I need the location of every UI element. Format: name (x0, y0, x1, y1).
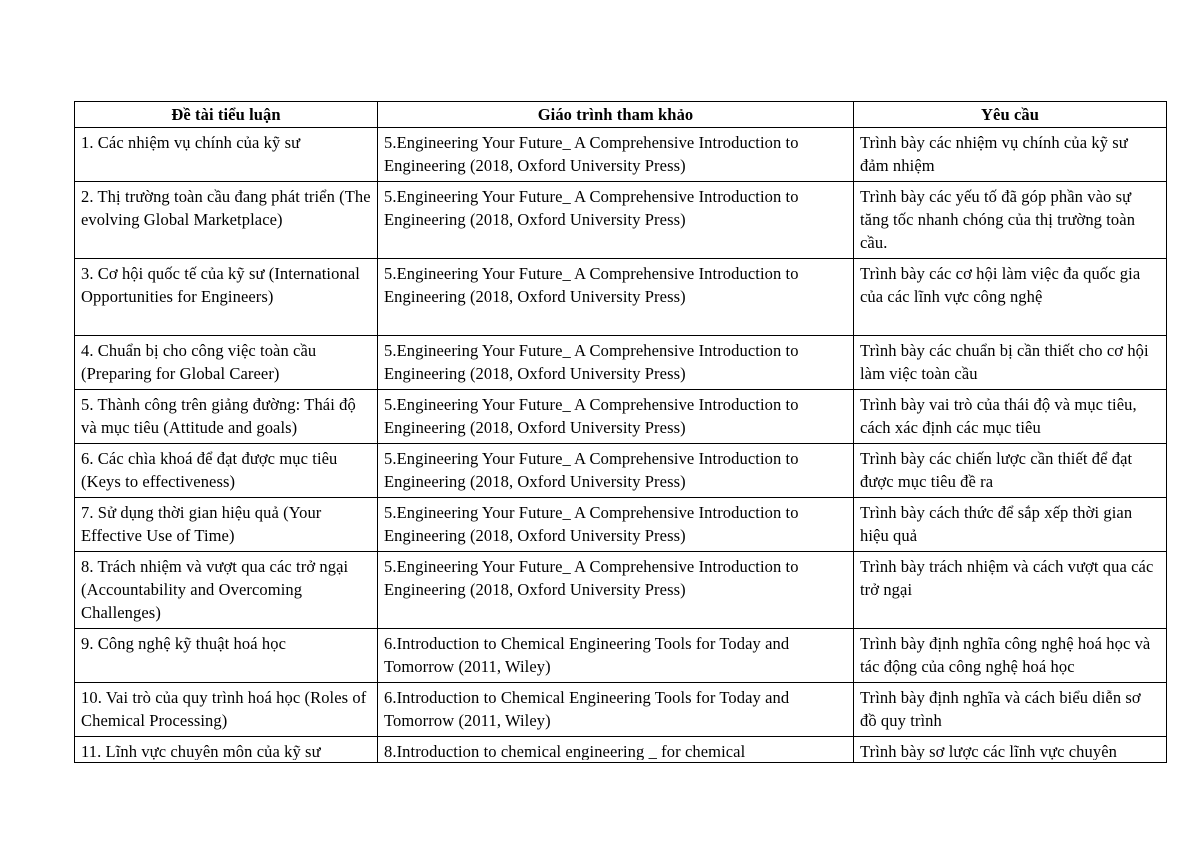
header-textbook: Giáo trình tham khảo (378, 102, 854, 128)
table-row (75, 259, 1167, 336)
cell-textbook: 5.Engineering Your Future_ A Comprehensive Introduction to Engineering (2018, Oxford University Press) (378, 336, 854, 390)
cell-topic: 9. Công nghệ kỹ thuật hoá học (75, 629, 378, 683)
cell-textbook: 6.Introduction to Chemical Engineering Tools for Today and Tomorrow (2011, Wiley) (378, 683, 854, 737)
cell-topic: 5. Thành công trên giảng đường: Thái độ và mục tiêu (Attitude and goals) (75, 390, 378, 444)
cell-topic: 6. Các chìa khoá để đạt được mục tiêu (Keys to effectiveness) (75, 444, 378, 498)
cell-textbook: 5.Engineering Your Future_ A Comprehensive Introduction to Engineering (2018, Oxford University Press) (378, 552, 854, 629)
cell-requirement: Trình bày định nghĩa và cách biểu diễn sơ đồ quy trình (854, 683, 1167, 737)
cell-requirement: Trình bày các nhiệm vụ chính của kỹ sư đảm nhiệm (854, 128, 1167, 182)
cell-textbook: 5.Engineering Your Future_ A Comprehensive Introduction to Engineering (2018, Oxford University Press) (378, 128, 854, 182)
cell-requirement: Trình bày các chiến lược cần thiết để đạt được mục tiêu đề ra (854, 444, 1167, 498)
cell-topic: 8. Trách nhiệm và vượt qua các trở ngại (Accountability and Overcoming Challenges) (75, 552, 378, 629)
cell-textbook: 6.Introduction to Chemical Engineering Tools for Today and Tomorrow (2011, Wiley) (378, 629, 854, 683)
header-requirement: Yêu cầu (854, 102, 1167, 128)
cell-textbook: 5.Engineering Your Future_ A Comprehensive Introduction to Engineering (2018, Oxford University Press) (378, 444, 854, 498)
cell-topic: 3. Cơ hội quốc tế của kỹ sư (International Opportunities for Engineers) (75, 259, 378, 336)
table-row (75, 182, 1167, 259)
table-row (75, 737, 1167, 763)
cell-topic: 7. Sử dụng thời gian hiệu quả (Your Effective Use of Time) (75, 498, 378, 552)
cell-topic (75, 737, 378, 763)
cell-requirement: Trình bày định nghĩa công nghệ hoá học và tác động của công nghệ hoá học (854, 629, 1167, 683)
cell-topic: 1. Các nhiệm vụ chính của kỹ sư (75, 128, 378, 182)
cell-topic-text: 11. Lĩnh vực chuyên môn của kỹ sư (81, 742, 321, 760)
cell-topic: 10. Vai trò của quy trình hoá học (Roles of Chemical Processing) (75, 683, 378, 737)
table-row (75, 128, 1167, 182)
cell-requirement-text: Trình bày sơ lược các lĩnh vực chuyên (860, 742, 1118, 760)
header-topic: Đề tài tiểu luận (75, 102, 378, 128)
table-row (75, 390, 1167, 444)
table-row (75, 498, 1167, 552)
cell-topic: 2. Thị trường toàn cầu đang phát triển (The evolving Global Marketplace) (75, 182, 378, 259)
cell-textbook: 5.Engineering Your Future_ A Comprehensive Introduction to Engineering (2018, Oxford University Press) (378, 259, 854, 336)
cell-requirement: Trình bày vai trò của thái độ và mục tiêu, cách xác định các mục tiêu (854, 390, 1167, 444)
table-row (75, 444, 1167, 498)
cell-textbook: 5.Engineering Your Future_ A Comprehensive Introduction to Engineering (2018, Oxford University Press) (378, 182, 854, 259)
table-row (75, 629, 1167, 683)
cell-requirement: Trình bày cách thức để sắp xếp thời gian hiệu quả (854, 498, 1167, 552)
cell-requirement: Trình bày các yếu tố đã góp phần vào sự tăng tốc nhanh chóng của thị trường toàn cầu. (854, 182, 1167, 259)
table-row (75, 336, 1167, 390)
cell-textbook (378, 737, 854, 763)
cell-topic: 4. Chuẩn bị cho công việc toàn cầu (Preparing for Global Career) (75, 336, 378, 390)
cell-requirement: Trình bày trách nhiệm và cách vượt qua các trở ngại (854, 552, 1167, 629)
table-row (75, 683, 1167, 737)
table-row (75, 552, 1167, 629)
cell-requirement: Trình bày các chuẩn bị cần thiết cho cơ hội làm việc toàn cầu (854, 336, 1167, 390)
cell-requirement: Trình bày các cơ hội làm việc đa quốc gia của các lĩnh vực công nghệ (854, 259, 1167, 336)
table-header-row (75, 102, 1167, 128)
topics-table (74, 101, 1167, 763)
cell-textbook: 5.Engineering Your Future_ A Comprehensive Introduction to Engineering (2018, Oxford University Press) (378, 498, 854, 552)
document-page (74, 101, 1166, 763)
cell-textbook: 5.Engineering Your Future_ A Comprehensive Introduction to Engineering (2018, Oxford University Press) (378, 390, 854, 444)
cell-requirement (854, 737, 1167, 763)
cell-textbook-text: 8.Introduction to chemical engineering _ for chemical (384, 742, 746, 760)
